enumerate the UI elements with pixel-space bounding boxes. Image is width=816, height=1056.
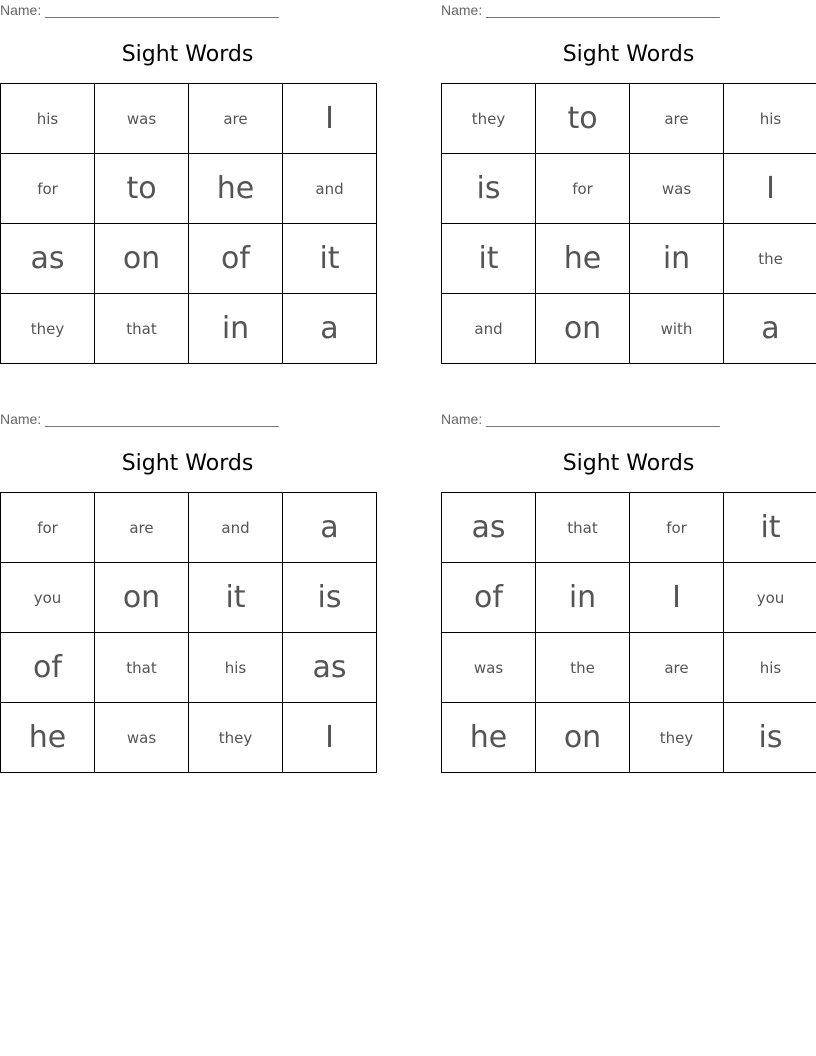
word-cell: his — [724, 633, 816, 703]
word-cell: of — [442, 563, 536, 633]
card-title: Sight Words — [562, 42, 695, 67]
grid-row — [1, 703, 377, 773]
word-grid — [0, 83, 377, 364]
word-cell: a — [283, 294, 377, 364]
grid-row — [1, 294, 377, 364]
card-title: Sight Words — [562, 451, 695, 476]
word-cell: was — [95, 84, 189, 154]
word-cell: in — [189, 294, 283, 364]
word-cell: his — [189, 633, 283, 703]
word-cell: and — [189, 493, 283, 563]
word-cell: to — [95, 154, 189, 224]
bingo-card-1 — [0, 0, 375, 364]
word-cell: the — [536, 633, 630, 703]
word-cell: you — [724, 563, 816, 633]
name-line: Name: ______________________________ — [0, 411, 279, 427]
grid-row — [1, 84, 377, 154]
word-cell: on — [536, 703, 630, 773]
word-cell: of — [1, 633, 95, 703]
word-cell: he — [1, 703, 95, 773]
word-cell: is — [283, 563, 377, 633]
word-cell: I — [283, 703, 377, 773]
card-title: Sight Words — [121, 451, 254, 476]
word-cell: he — [442, 703, 536, 773]
word-cell: as — [1, 224, 95, 294]
word-cell: are — [189, 84, 283, 154]
word-cell: to — [536, 84, 630, 154]
word-cell: that — [536, 493, 630, 563]
grid-row — [442, 633, 816, 703]
word-cell: on — [536, 294, 630, 364]
word-cell: is — [724, 703, 816, 773]
word-grid — [441, 492, 816, 773]
word-cell: are — [630, 84, 724, 154]
grid-row — [442, 703, 816, 773]
name-line: Name: ______________________________ — [0, 2, 279, 18]
word-cell: for — [630, 493, 724, 563]
word-cell: for — [1, 154, 95, 224]
word-cell: with — [630, 294, 724, 364]
word-cell: are — [630, 633, 724, 703]
word-cell: it — [724, 493, 816, 563]
word-cell: is — [442, 154, 536, 224]
word-cell: I — [724, 154, 816, 224]
bingo-card-3 — [0, 409, 375, 773]
word-cell: in — [630, 224, 724, 294]
grid-row — [442, 84, 816, 154]
bingo-card-2 — [441, 0, 816, 364]
grid-row — [442, 154, 816, 224]
word-cell: as — [442, 493, 536, 563]
word-cell: of — [189, 224, 283, 294]
word-cell: they — [630, 703, 724, 773]
word-cell: as — [283, 633, 377, 703]
word-cell: that — [95, 633, 189, 703]
grid-row — [1, 154, 377, 224]
grid-row — [442, 493, 816, 563]
word-cell: they — [1, 294, 95, 364]
word-cell: it — [442, 224, 536, 294]
word-cell: you — [1, 563, 95, 633]
word-cell: they — [442, 84, 536, 154]
word-cell: his — [724, 84, 816, 154]
word-cell: in — [536, 563, 630, 633]
name-line: Name: ______________________________ — [441, 2, 720, 18]
word-cell: a — [724, 294, 816, 364]
word-cell: the — [724, 224, 816, 294]
card-title: Sight Words — [121, 42, 254, 67]
name-line: Name: ______________________________ — [441, 411, 720, 427]
word-cell: it — [189, 563, 283, 633]
grid-row — [1, 224, 377, 294]
bingo-card-4 — [441, 409, 816, 773]
word-cell: it — [283, 224, 377, 294]
word-cell: on — [95, 224, 189, 294]
word-cell: and — [283, 154, 377, 224]
word-cell: was — [442, 633, 536, 703]
word-cell: that — [95, 294, 189, 364]
word-cell: his — [1, 84, 95, 154]
word-cell: was — [95, 703, 189, 773]
word-grid — [441, 83, 816, 364]
grid-row — [442, 224, 816, 294]
word-cell: I — [283, 84, 377, 154]
word-cell: he — [189, 154, 283, 224]
word-grid — [0, 492, 377, 773]
word-cell: and — [442, 294, 536, 364]
word-cell: for — [536, 154, 630, 224]
word-cell: are — [95, 493, 189, 563]
word-cell: I — [630, 563, 724, 633]
grid-row — [442, 294, 816, 364]
grid-row — [442, 563, 816, 633]
word-cell: he — [536, 224, 630, 294]
word-cell: they — [189, 703, 283, 773]
word-cell: was — [630, 154, 724, 224]
grid-row — [1, 633, 377, 703]
word-cell: on — [95, 563, 189, 633]
grid-row — [1, 563, 377, 633]
grid-row — [1, 493, 377, 563]
word-cell: for — [1, 493, 95, 563]
word-cell: a — [283, 493, 377, 563]
